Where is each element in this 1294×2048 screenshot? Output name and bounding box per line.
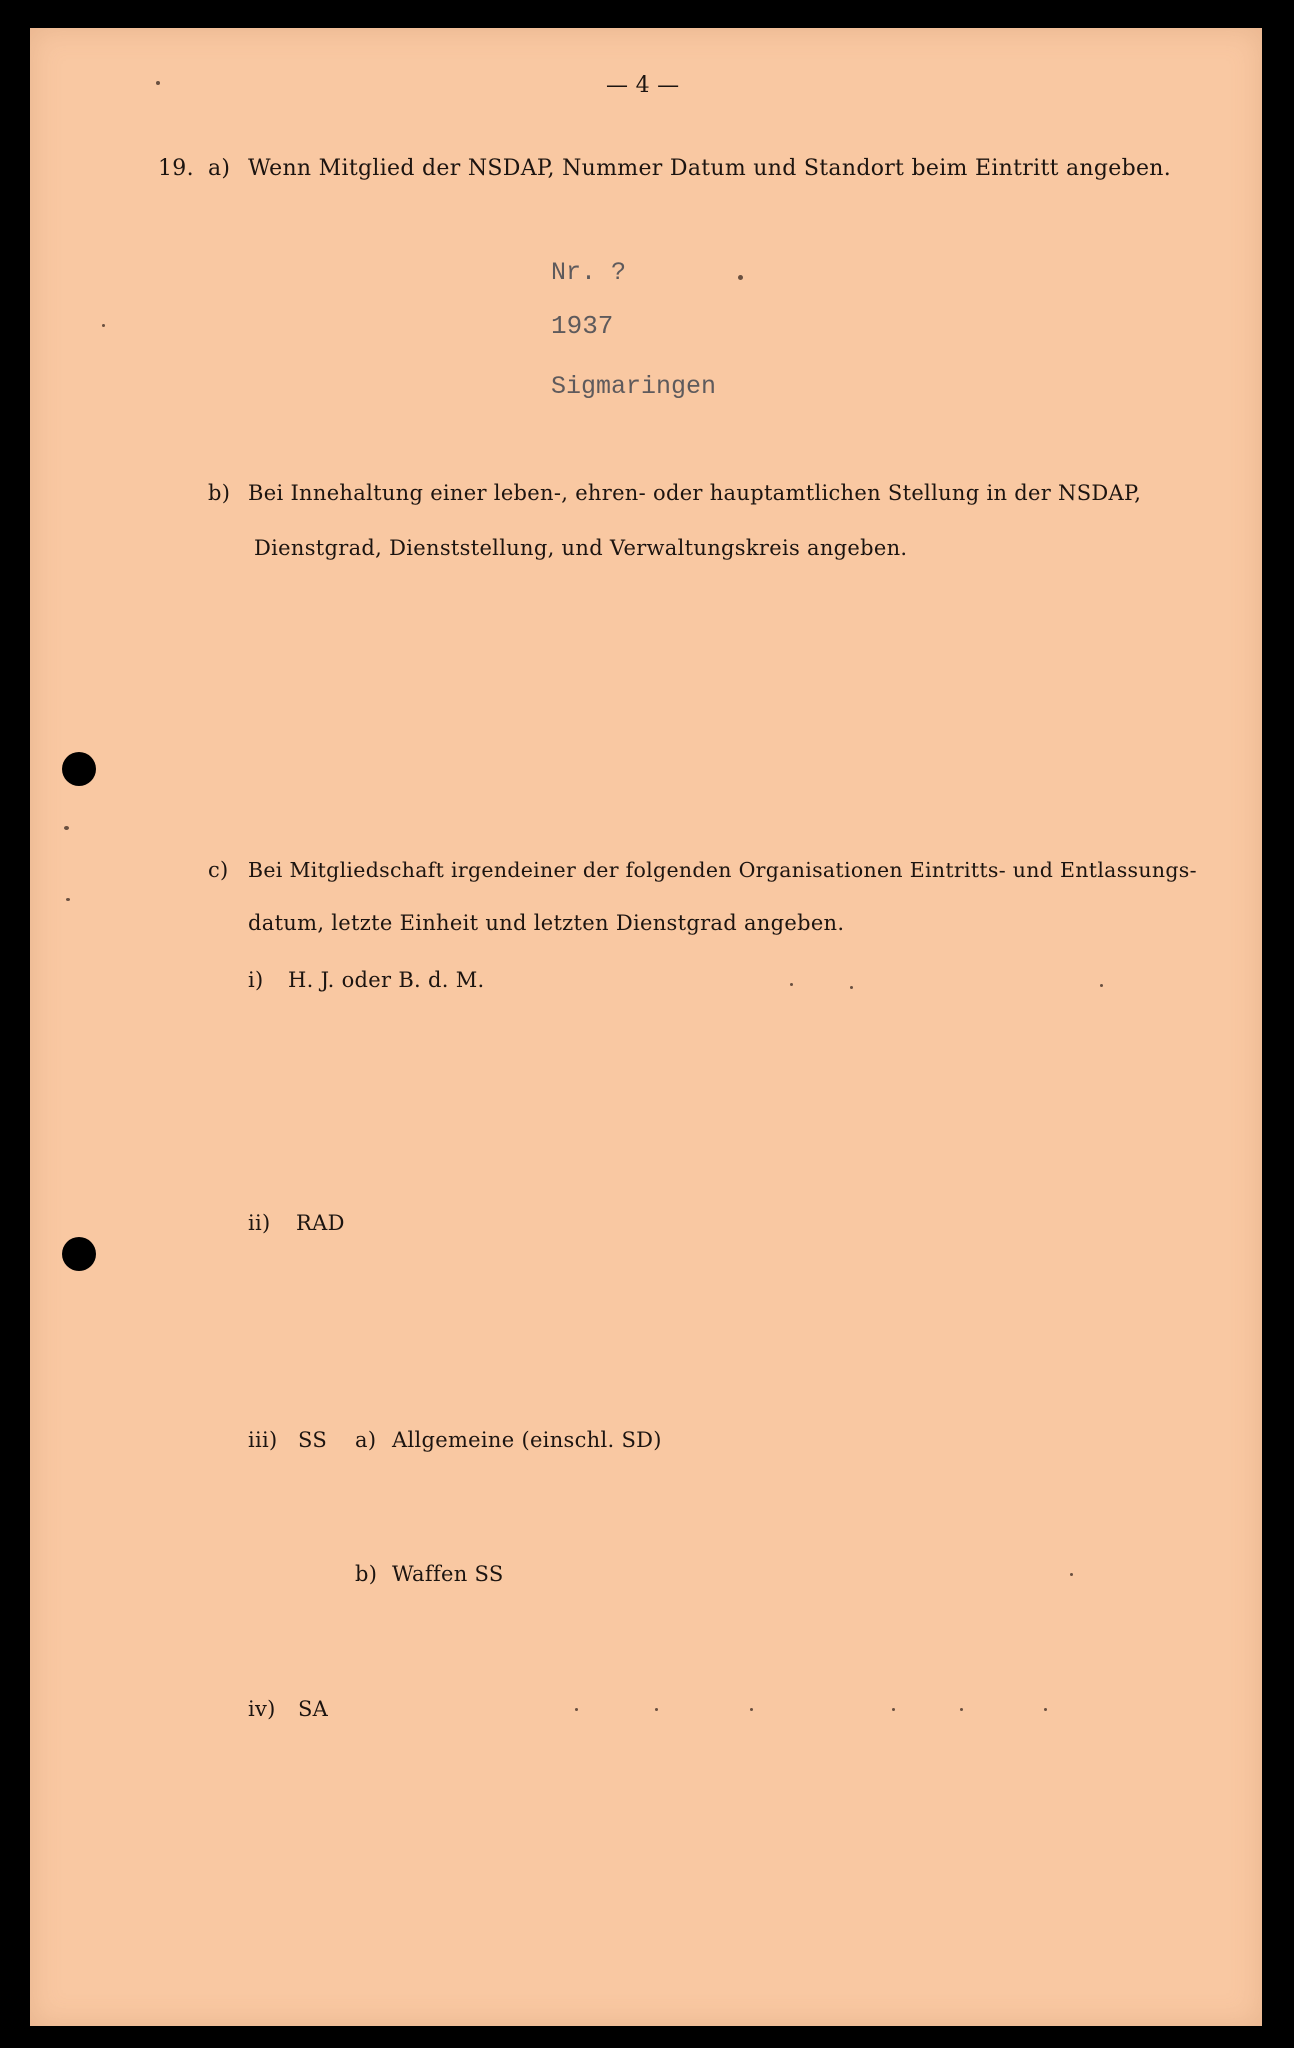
item-iii-sub-b-label: b): [355, 1562, 378, 1586]
item-iv-text: SA: [298, 1697, 329, 1721]
item-iii-sub-a-text: Allgemeine (einschl. SD): [392, 1428, 662, 1452]
question-b-line1: Bei Innehaltung einer leben-, ehren- oder hauptamtlichen Stellung in der NSDAP,: [248, 481, 1142, 505]
paper-speck: [575, 1708, 578, 1711]
page-number: — 4 —: [606, 73, 680, 98]
question-c-line1: Bei Mitgliedschaft irgendeiner der folgenden Organisationen Eintritts- und Entlassungs-: [248, 858, 1197, 882]
punch-hole-upper: [62, 752, 96, 786]
paper-speck: [960, 1708, 963, 1711]
paper-speck: [1100, 984, 1103, 987]
paper-speck: [655, 1708, 658, 1711]
paper-speck: [66, 898, 70, 901]
item-i-label: i): [248, 968, 264, 992]
punch-hole-lower: [62, 1237, 96, 1271]
paper-speck: [850, 986, 853, 989]
question-c-line2: datum, letzte Einheit und letzten Dienstgrad angeben.: [248, 911, 845, 935]
answer-membership-number: Nr. ?: [551, 258, 627, 287]
document-page: [30, 28, 1262, 2026]
question-c-label: c): [208, 858, 229, 882]
item-iv-label: iv): [248, 1697, 276, 1721]
paper-speck: [738, 275, 743, 280]
paper-speck: [64, 826, 69, 830]
paper-speck: [1070, 1573, 1073, 1576]
item-i-text: H. J. oder B. d. M.: [288, 968, 485, 992]
item-iii-label: iii): [248, 1428, 278, 1452]
question-a-text: Wenn Mitglied der NSDAP, Nummer Datum und Standort beim Eintritt angeben.: [248, 156, 1172, 181]
question-a-label: a): [208, 156, 231, 181]
item-iii-text: SS: [298, 1428, 328, 1452]
paper-speck: [790, 983, 793, 986]
paper-speck: [1044, 1708, 1047, 1711]
question-b-line2: Dienstgrad, Dienststellung, und Verwaltungskreis angeben.: [254, 536, 908, 560]
item-iii-sub-b-text: Waffen SS: [392, 1562, 504, 1586]
item-iii-sub-a-label: a): [355, 1428, 377, 1452]
question-number: 19.: [158, 156, 194, 181]
paper-speck: [750, 1708, 753, 1711]
item-ii-text: RAD: [296, 1211, 345, 1235]
answer-location: Sigmaringen: [551, 372, 717, 401]
paper-speck: [156, 81, 160, 85]
item-ii-label: ii): [248, 1211, 271, 1235]
paper-speck: [892, 1708, 895, 1711]
answer-entry-year: 1937: [551, 311, 614, 341]
question-b-label: b): [208, 481, 231, 505]
paper-speck: [102, 324, 105, 327]
